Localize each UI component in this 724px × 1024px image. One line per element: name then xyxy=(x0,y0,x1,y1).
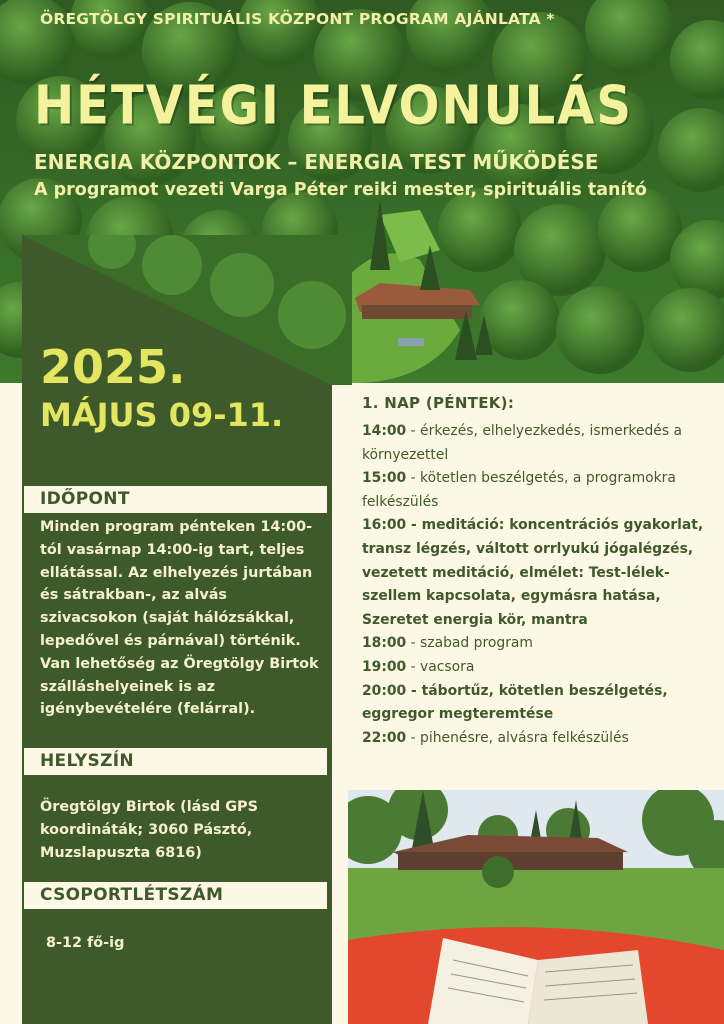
entry-time: 14:00 xyxy=(362,423,407,439)
time-section-heading xyxy=(24,486,327,513)
group-section-heading xyxy=(24,882,327,909)
day-schedule xyxy=(362,394,714,750)
schedule-entry xyxy=(362,514,714,632)
entry-text: - érkezés, elhelyezkedés, ismerkedés a környezettel xyxy=(362,423,683,463)
schedule-entry xyxy=(362,467,714,514)
day-title: 1. NAP (PÉNTEK): xyxy=(362,394,515,412)
schedule-entry xyxy=(362,656,714,680)
schedule-entry xyxy=(362,727,714,751)
schedule-entry xyxy=(362,632,714,656)
main-title: HÉTVÉGI ELVONULÁS xyxy=(34,74,633,137)
group-heading-label: CSOPORTLÉTSZÁM xyxy=(40,885,224,905)
center-program-heading: ÖREGTÖLGY SPIRITUÁLIS KÖZPONT PROGRAM AJÁNLATA * xyxy=(40,10,555,28)
entry-text: - szabad program xyxy=(406,635,533,652)
entry-text: - meditáció: koncentrációs gyakorlat, transz légzés, váltott orrlyukú jógalégzés, vezetett meditáció, elmélet: Test-lélek-szellem kapcsolata, egymásra hatása, Szeretet energia kör, mantra xyxy=(362,517,704,628)
house-meadow-photo xyxy=(348,790,724,1024)
entry-time: 19:00 xyxy=(362,658,407,675)
entry-text: - vacsora xyxy=(406,658,475,675)
event-year: 2025. xyxy=(40,340,186,394)
entry-time: 22:00 xyxy=(362,729,407,746)
event-date: MÁJUS 09-11. xyxy=(40,396,284,434)
entry-time: 18:00 xyxy=(362,635,407,652)
place-description: Öregtölgy Birtok (lásd GPS koordináták; 3060 Pásztó, Muzslapuszta 6816) xyxy=(40,799,258,861)
entry-text: - pihenésre, alvásra felkészülés xyxy=(406,729,629,746)
place-heading-label: HELYSZÍN xyxy=(40,751,134,771)
program-subtitle: ENERGIA KÖZPONTOK – ENERGIA TEST MŰKÖDÉSE xyxy=(34,150,599,174)
time-heading-label: IDŐPONT xyxy=(40,489,130,509)
entry-text: - kötetlen beszélgetés, a programokra felkészülés xyxy=(362,470,676,510)
schedule-entry xyxy=(362,680,714,727)
entry-time: 15:00 xyxy=(362,470,407,487)
program-leader: A programot vezeti Varga Péter reiki mester, spirituális tanító xyxy=(34,180,647,200)
entry-time: 20:00 xyxy=(362,682,407,699)
entry-text: - tábortűz, kötetlen beszélgetés, eggregor megteremtése xyxy=(362,682,668,723)
group-size: 8-12 fő-ig xyxy=(46,935,125,951)
schedule-entry xyxy=(362,420,714,467)
place-section-heading xyxy=(24,748,327,775)
entry-time: 16:00 xyxy=(362,517,407,534)
time-description: Minden program pénteken 14:00-tól vasárnap 14:00-ig tart, teljes ellátással. Az elhelyezés jurtában és sátrakban-, az alvás szivacsokon (saját hálózsákkal, lepedővel és párnával) történik. Van lehetőség az Öregtölgy Birtok szálláshelyeinek is az igénybevételére (felárral). xyxy=(40,519,319,718)
left-margin xyxy=(0,383,22,1024)
